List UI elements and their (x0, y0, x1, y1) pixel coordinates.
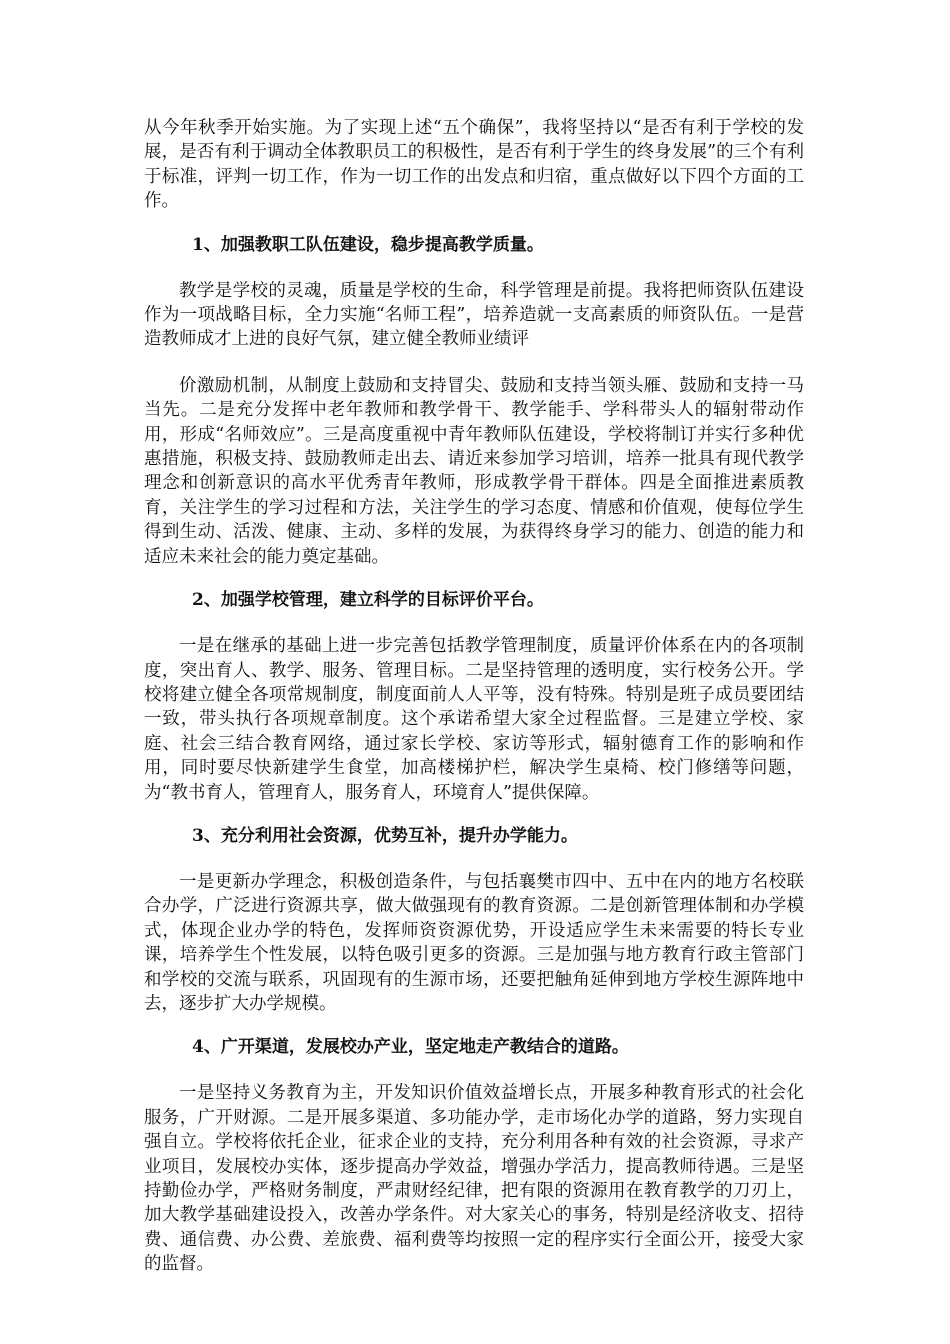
section-1-paragraph-2: 价激励机制，从制度上鼓励和支持冒尖、鼓励和支持当领头雁、鼓励和支持一马当先。二是充分发挥中老年教师和教学骨干、教学能手、学科带头人的辐射带动作用，形成“名师效应”。三是高度重视中青年教师队伍建设，学校将制订并实行多种优惠措施，积极支持、鼓励教师走出去、请近来参加学习培训，培养一批具有现代教学理念和创新意识的高水平优秀青年教师，形成教学骨干群体。四是全面推进素质教育，关注学生的学习过程和方法，关注学生的学习态度、情感和价值观，使每位学生得到生动、活泼、健康、主动、多样的发展，为获得终身学习的能力、创造的能力和适应未来社会的能力奠定基础。 (144, 375, 804, 567)
section-4-heading: 4、广开渠道，发展校办产业，坚定地走产教结合的道路。 (192, 1037, 629, 1058)
intro-paragraph: 从今年秋季开始实施。为了实现上述“五个确保”，我将坚持以“是否有利于学校的发展，是否有利于调动全体教职员工的积极性，是否有利于学生的终身发展”的三个有利于标准，评判一切工作，作为一切工作的出发点和归宿，重点做好以下四个方面的工作。 (144, 118, 804, 212)
section-4-paragraph-1: 一是坚持义务教育为主，开发知识价值效益增长点，开展多种教育形式的社会化服务，广开财源。二是开展多渠道、多功能办学，走市场化办学的道路，努力实现自强自立。学校将依托企业，征求企业的支持，充分利用各种有效的社会资源，寻求产业项目，发展校办实体，逐步提高办学效益，增强办学活力，提高教师待遇。三是坚持勤俭办学，严格财务制度，严肃财经纪律，把有限的资源用在教育教学的刀刃上，加大教学基础建设投入，改善办学条件。对大家关心的事务，特别是经济收支、招待费、通信费、办公费、差旅费、福利费等均按照一定的程序实行全面公开，接受大家的监督。 (144, 1083, 804, 1275)
section-3-heading: 3、充分利用社会资源，优势互补，提升办学能力。 (192, 825, 578, 846)
section-2-heading: 2、加强学校管理，建立科学的目标评价平台。 (192, 590, 544, 611)
section-1-heading: 1、加强教职工队伍建设，稳步提高教学质量。 (192, 234, 544, 255)
section-3-paragraph-1: 一是更新办学理念，积极创造条件，与包括襄樊市四中、五中在内的地方名校联合办学，广泛进行资源共享，做大做强现有的教育资源。二是创新管理体制和办学模式，体现企业办学的特色，发挥师资资源优势，开设适应学生未来需要的特长专业课，培养学生个性发展，以特色吸引更多的资源。三是加强与地方教育行政主管部门和学校的交流与联系，巩固现有的生源市场，还要把触角延伸到地方学校生源阵地中去，逐步扩大办学规模。 (144, 871, 804, 1014)
section-1-paragraph-1: 教学是学校的灵魂，质量是学校的生命，科学管理是前提。我将把师资队伍建设作为一项战略目标，全力实施“名师工程”，培养造就一支高素质的师资队伍。一是营造教师成才上进的良好气氛，建立健全教师业绩评 (144, 280, 804, 350)
document-page (144, 116, 804, 1277)
section-2-paragraph-1: 一是在继承的基础上进一步完善包括教学管理制度，质量评价体系在内的各项制度，突出育人、教学、服务、管理目标。二是坚持管理的透明度，实行校务公开。学校将建立健全各项常规制度，制度面前人人平等，没有特殊。特别是班子成员要团结一致，带头执行各项规章制度。这个承诺希望大家全过程监督。三是建立学校、家庭、社会三结合教育网络，通过家长学校、家访等形式，辐射德育工作的影响和作用，同时要尽快新建学生食堂，加高楼梯护栏，解决学生桌椅、校门修缮等问题，为“教书育人，管理育人，服务育人，环境育人”提供保障。 (144, 636, 804, 803)
